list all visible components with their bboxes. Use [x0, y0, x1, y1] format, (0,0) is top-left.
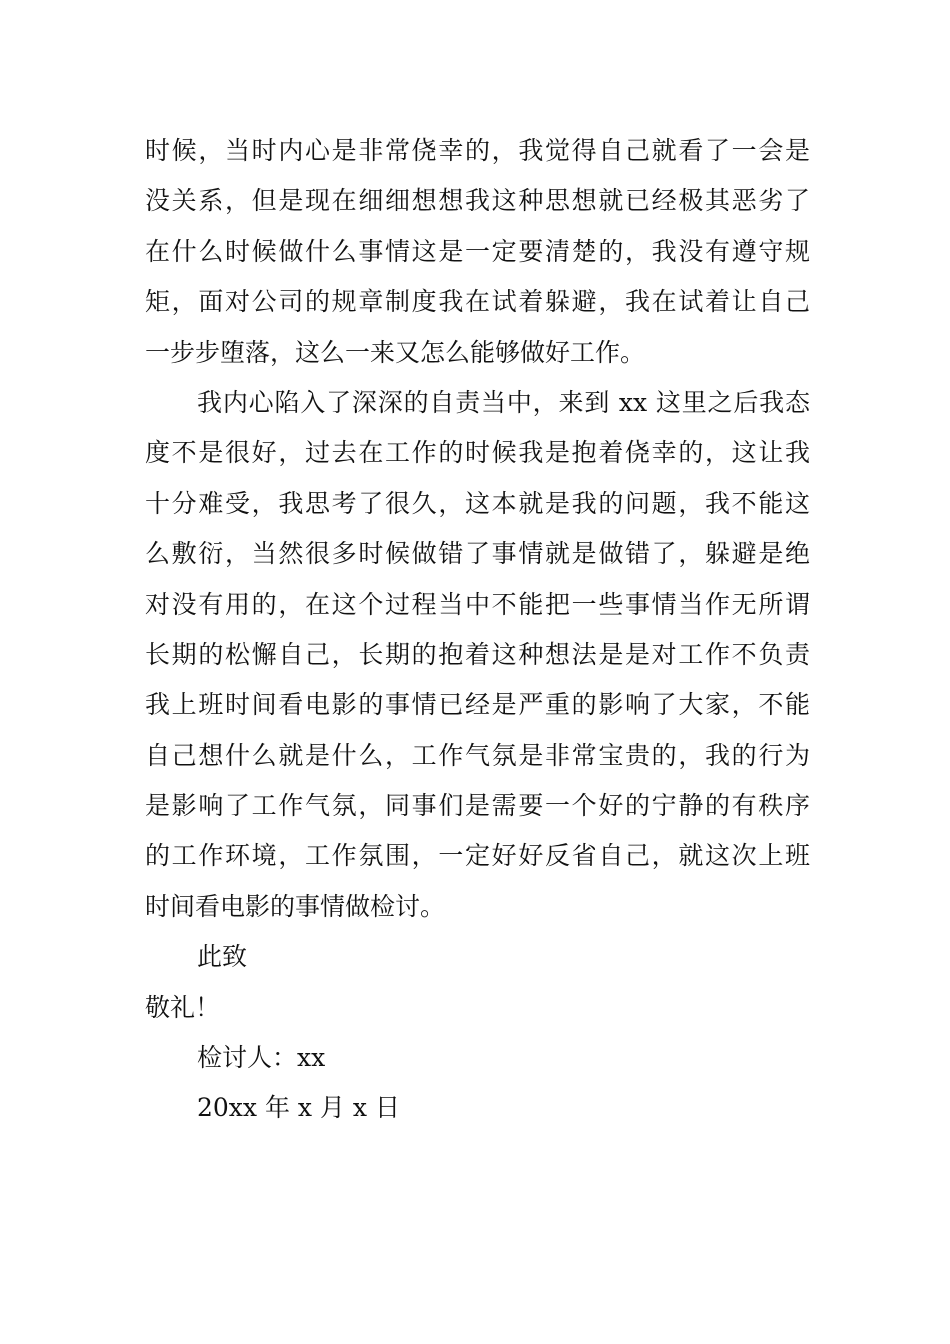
date-line: 20xx 年 x 月 x 日	[197, 1093, 400, 1123]
text-line: 是影响了工作气氛，同事们是需要一个好的宁静的有秩序	[145, 791, 810, 821]
paragraph-2	[145, 378, 810, 932]
text-line: 么敷衍，当然很多时候做错了事情就是做错了，躲避是绝	[145, 539, 810, 569]
closing-line: 此致	[197, 942, 248, 972]
text-line: 我内心陷入了深深的自责当中，来到 xx 这里之后我态	[197, 387, 810, 417]
text-line: 矩，面对公司的规章制度我在试着躲避，我在试着让自己	[145, 287, 810, 317]
text-line: 没关系，但是现在细细想想我这种思想就已经极其恶劣了	[145, 186, 810, 216]
text-line: 十分难受，我思考了很久，这本就是我的问题，我不能这	[145, 488, 810, 518]
text-line: 时间看电影的事情做检讨。	[145, 891, 446, 921]
document-body	[145, 126, 810, 1134]
text-line: 对没有用的，在这个过程当中不能把一些事情当作无所谓	[145, 589, 810, 619]
text-line: 一步步堕落，这么一来又怎么能够做好工作。	[145, 337, 646, 367]
text-line: 长期的松懈自己，长期的抱着这种想法是是对工作不负责	[145, 639, 810, 669]
text-line: 自己想什么就是什么，工作气氛是非常宝贵的，我的行为	[145, 740, 810, 770]
text-line: 的工作环境，工作氛围，一定好好反省自己，就这次上班	[145, 841, 810, 871]
text-line: 我上班时间看电影的事情已经是严重的影响了大家，不能	[145, 690, 810, 720]
text-line: 度不是很好，过去在工作的时候我是抱着侥幸的，这让我	[145, 438, 810, 468]
signer-line: 检讨人：xx	[197, 1043, 326, 1073]
salutation-line: 敬礼！	[145, 992, 221, 1022]
text-line: 时候，当时内心是非常侥幸的，我觉得自己就看了一会是	[145, 136, 810, 165]
paragraph-1	[145, 126, 810, 378]
text-line: 在什么时候做什么事情这是一定要清楚的，我没有遵守规	[145, 236, 810, 266]
